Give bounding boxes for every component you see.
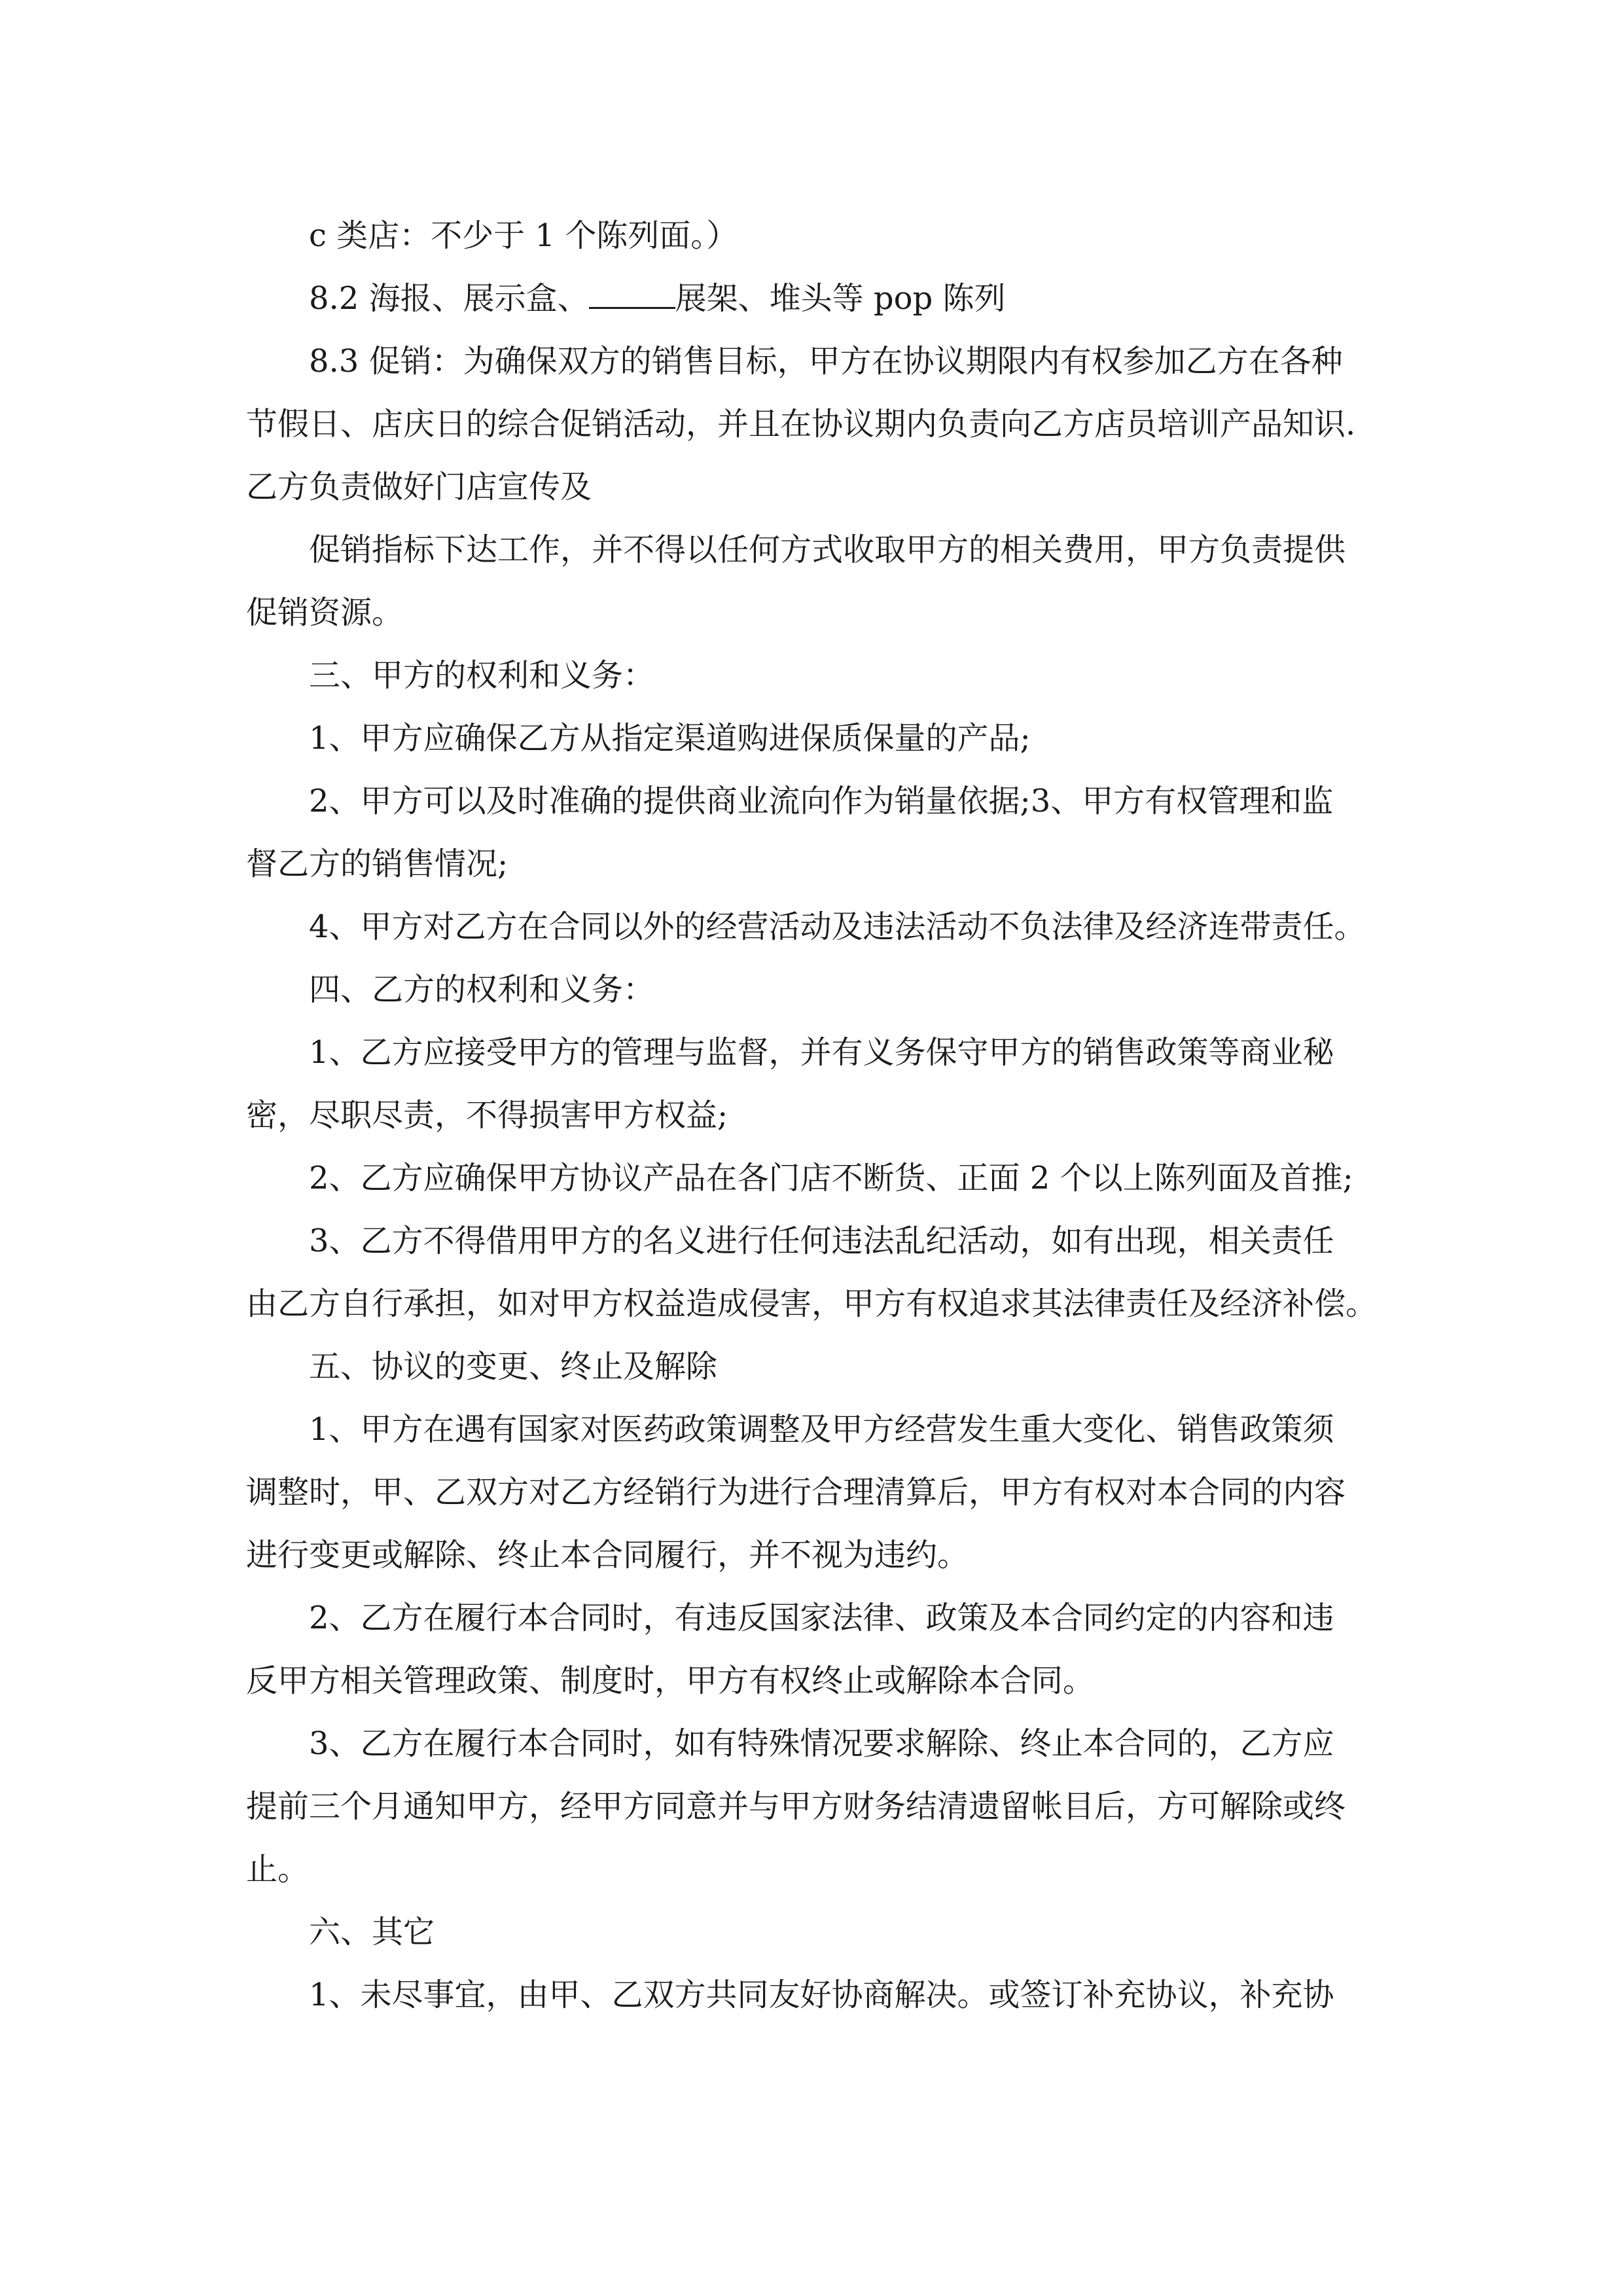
document-body [246, 204, 1397, 2026]
text-line: 反甲方相关管理政策、制度时，甲方有权终止或解除本合同。 [246, 1662, 1095, 1699]
text-line: 由乙方自行承担，如对甲方权益造成侵害，甲方有权追求其法律责任及经济补偿。 [246, 1285, 1378, 1322]
text-line: 2、甲方可以及时准确的提供商业流向作为销量依据;3、甲方有权管理和监 [309, 783, 1334, 819]
text-line: 3、乙方不得借用甲方的名义进行任何违法乱纪活动，如有出现，相关责任 [309, 1223, 1334, 1259]
section-heading: 三、甲方的权利和义务： [309, 657, 655, 694]
text-line: 进行变更或解除、终止本合同履行，并不视为违约。 [246, 1537, 969, 1573]
text-line: 3、乙方在履行本合同时，如有特殊情况要求解除、终止本合同的，乙方应 [309, 1725, 1334, 1762]
text-line: 1、乙方应接受甲方的管理与监督，并有义务保守甲方的销售政策等商业秘 [309, 1034, 1334, 1071]
text-line: 调整时，甲、乙双方对乙方经销行为进行合理清算后，甲方有权对本合同的内容 [246, 1474, 1346, 1511]
fill-in-blank [589, 278, 675, 309]
text-line: 4、甲方对乙方在合同以外的经营活动及违法活动不负法律及经济连带责任。 [309, 908, 1366, 945]
text-line: 促销资源。 [246, 594, 404, 631]
text-line: 止。 [246, 1851, 310, 1888]
section-heading: 四、乙方的权利和义务： [309, 971, 655, 1008]
section-heading: 五、协议的变更、终止及解除 [309, 1348, 718, 1385]
text-line [246, 267, 1397, 330]
text-line: 密，尽职尽责，不得损害甲方权益; [246, 1097, 728, 1134]
text-line: 2、乙方应确保甲方协议产品在各门店不断货、正面 2 个以上陈列面及首推; [309, 1160, 1353, 1196]
section-heading: 六、其它 [309, 1914, 435, 1950]
text-line: c 类店：不少于 1 个陈列面。） [309, 217, 738, 254]
text-line: 2、乙方在履行本合同时，有违反国家法律、政策及本合同约定的内容和违 [309, 1600, 1334, 1636]
text-line: 提前三个月通知甲方，经甲方同意并与甲方财务结清遗留帐目后，方可解除或终 [246, 1788, 1346, 1825]
text-fragment: 展架、堆头等 pop 陈列 [675, 280, 1006, 317]
text-line: 督乙方的销售情况; [246, 846, 508, 882]
text-line: 乙方负责做好门店宣传及 [246, 469, 592, 505]
text-line: 1、甲方应确保乙方从指定渠道购进保质保量的产品; [309, 720, 1031, 757]
text-fragment: 8.2 海报、展示盒、 [309, 280, 589, 317]
text-line: 1、未尽事宜，由甲、乙双方共同友好协商解决。或签订补充协议，补充协 [309, 1977, 1334, 2013]
text-line: 促销指标下达工作，并不得以任何方式收取甲方的相关费用，甲方负责提供 [309, 531, 1346, 568]
text-line: 1、甲方在遇有国家对医药政策调整及甲方经营发生重大变化、销售政策须 [309, 1411, 1334, 1448]
text-line: 8.3 促销：为确保双方的销售目标，甲方在协议期限内有权参加乙方在各种 [309, 343, 1343, 380]
text-line: 节假日、店庆日的综合促销活动，并且在协议期内负责向乙方店员培训产品知识. [246, 406, 1356, 442]
